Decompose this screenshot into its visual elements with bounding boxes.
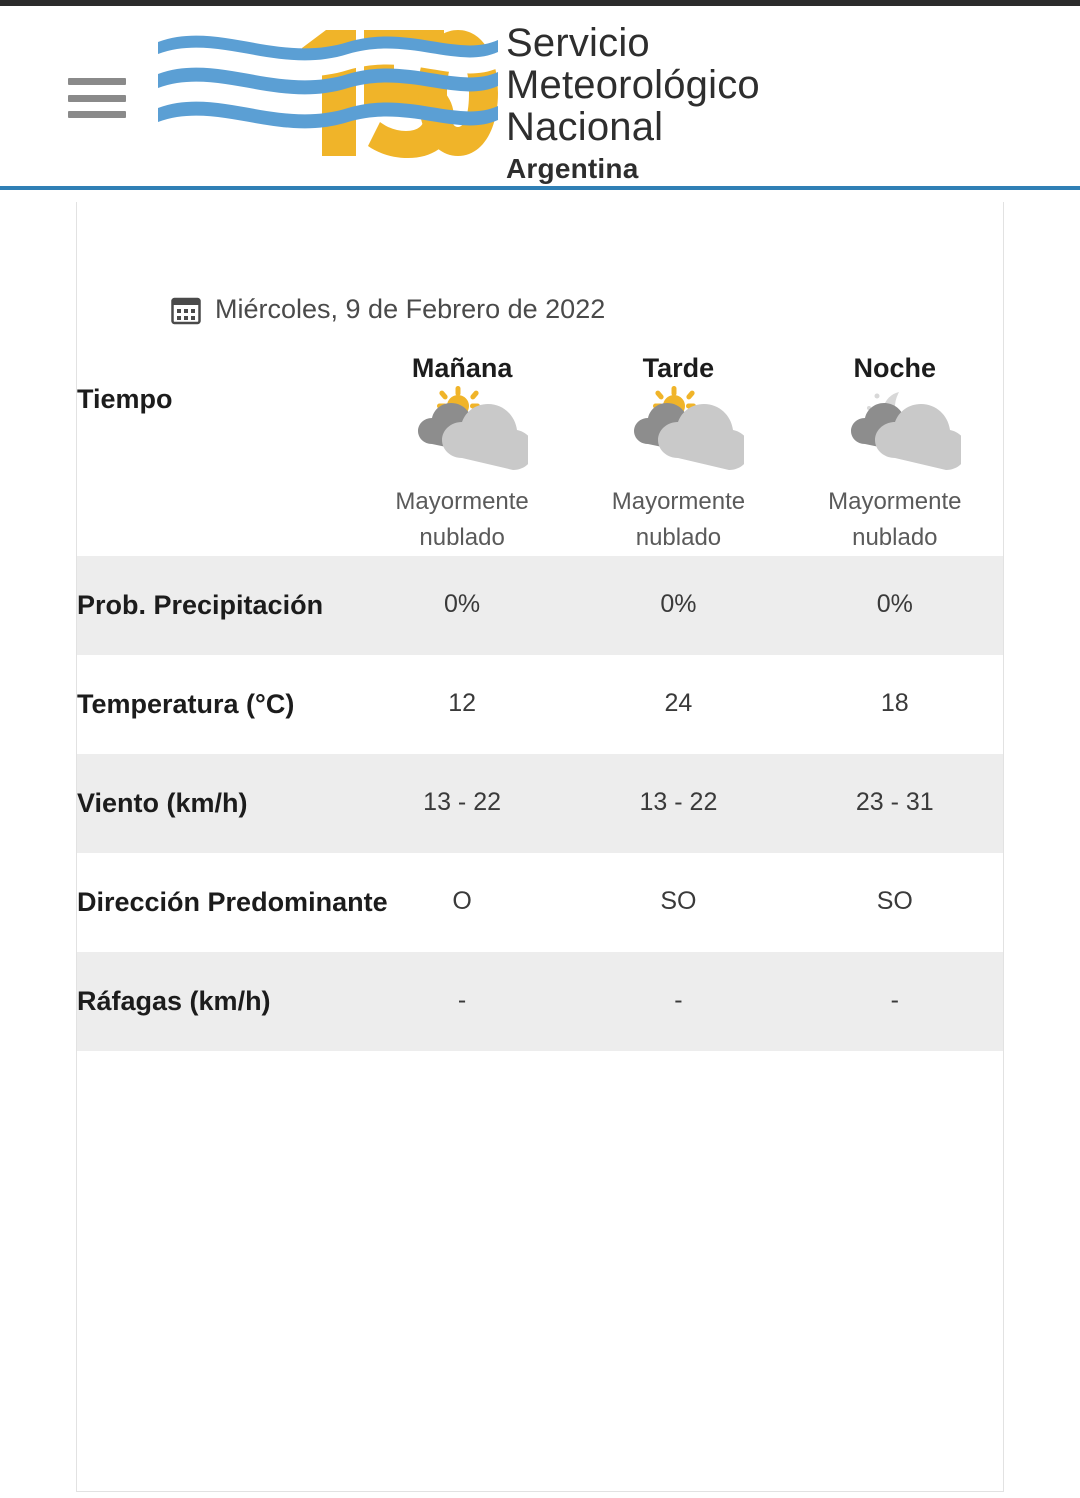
org-name: [506, 12, 760, 183]
viento-morning: 13 - 22: [354, 788, 570, 819]
rafagas-morning: -: [354, 986, 570, 1017]
org-line-2: Meteorológico: [506, 63, 760, 107]
rafagas-afternoon: -: [570, 986, 786, 1017]
weather-text-afternoon: Mayormente nublado: [611, 488, 746, 551]
direccion-night: SO: [876, 887, 913, 915]
hamburger-bar: [68, 111, 126, 118]
site-header: [0, 6, 1080, 190]
spacer-cell: [77, 621, 354, 655]
table-row: [77, 986, 1003, 1017]
row-label-rafagas: Ráfagas (km/h): [77, 986, 354, 1017]
spacer-cell: [787, 556, 1003, 590]
sun-behind-cloud-icon: [396, 384, 528, 470]
table-row-spacer: [77, 918, 1003, 952]
direccion-morning: O: [452, 887, 472, 915]
spacer-cell: [354, 556, 570, 590]
spacer-cell: [77, 1017, 354, 1051]
weather-text-night: Mayormente nublado: [828, 488, 962, 551]
hamburger-bar: [68, 95, 126, 102]
rafagas-night: -: [787, 986, 1003, 1017]
table-row-spacer: [77, 621, 1003, 655]
spacer-cell: [77, 754, 354, 788]
spacer-cell: [787, 754, 1003, 788]
spacer-cell: [77, 720, 354, 754]
spacer-cell: [787, 720, 1003, 754]
sun-behind-cloud-icon: [612, 384, 744, 470]
weather-cell-afternoon: [570, 384, 786, 556]
spacer-cell: [570, 720, 786, 754]
table-row: [77, 590, 1003, 621]
table-row-spacer: [77, 819, 1003, 853]
spacer-cell: [77, 556, 354, 590]
row-label-temperatura: Temperatura (°C): [77, 689, 295, 719]
table-row: [77, 384, 1003, 556]
spacer-cell: [354, 918, 570, 952]
spacer-cell: [570, 556, 786, 590]
row-label-viento: Viento (km/h): [77, 788, 354, 819]
table-row: [77, 887, 1003, 918]
spacer-cell: [787, 952, 1003, 986]
org-line-3: Nacional: [506, 105, 664, 149]
table-row-spacer: [77, 754, 1003, 788]
corner-cell: [77, 353, 354, 384]
forecast-table: [77, 353, 1003, 1051]
spacer-cell: [787, 918, 1003, 952]
spacer-cell: [354, 819, 570, 853]
hamburger-bar: [68, 78, 126, 85]
spacer-cell: [354, 655, 570, 689]
spacer-cell: [354, 720, 570, 754]
spacer-cell: [787, 1017, 1003, 1051]
column-header-afternoon: Tarde: [642, 353, 715, 383]
precip-night: 0%: [787, 590, 1003, 621]
spacer-cell: [787, 621, 1003, 655]
moon-behind-cloud-icon: [829, 384, 961, 470]
org-line-1: Servicio: [506, 21, 650, 65]
table-row-spacer: [77, 853, 1003, 887]
spacer-cell: [354, 952, 570, 986]
table-row-spacer: [77, 1017, 1003, 1051]
hamburger-icon[interactable]: [68, 78, 126, 118]
spacer-cell: [354, 1017, 570, 1051]
temp-morning: 12: [448, 689, 476, 717]
temp-night: 18: [880, 689, 909, 717]
table-row: [77, 788, 1003, 819]
spacer-cell: [570, 754, 786, 788]
spacer-cell: [354, 853, 570, 887]
spacer-cell: [77, 853, 354, 887]
table-header-row: [77, 353, 1003, 384]
logo-150-icon: [158, 12, 498, 172]
brand-lockup[interactable]: [158, 12, 760, 183]
spacer-cell: [570, 853, 786, 887]
spacer-cell: [570, 621, 786, 655]
weather-text-morning: Mayormente nublado: [395, 488, 529, 551]
column-header-night: Noche: [853, 353, 937, 383]
spacer-cell: [570, 1017, 786, 1051]
table-row-spacer: [77, 655, 1003, 689]
spacer-cell: [570, 819, 786, 853]
spacer-cell: [77, 918, 354, 952]
spacer-cell: [787, 655, 1003, 689]
precip-afternoon: 0%: [570, 590, 786, 621]
spacer-cell: [77, 819, 354, 853]
forecast-card: [76, 202, 1004, 1492]
calendar-icon: [171, 295, 201, 325]
spacer-cell: [570, 918, 786, 952]
weather-cell-night: [787, 384, 1003, 556]
direccion-afternoon: SO: [660, 887, 697, 915]
table-row-spacer: [77, 952, 1003, 986]
viento-night: 23 - 31: [787, 788, 1003, 819]
org-line-4: Argentina: [506, 153, 639, 184]
table-row: [77, 689, 1003, 720]
spacer-cell: [77, 952, 354, 986]
spacer-cell: [570, 655, 786, 689]
column-header-morning: Mañana: [411, 353, 513, 383]
spacer-cell: [354, 754, 570, 788]
row-label-direccion: Dirección Predominante: [77, 887, 388, 917]
temp-afternoon: 24: [664, 689, 693, 717]
weather-cell-morning: [354, 384, 570, 556]
spacer-cell: [787, 819, 1003, 853]
precip-morning: 0%: [354, 590, 570, 621]
forecast-date-text: Miércoles, 9 de Febrero de 2022: [215, 294, 606, 324]
row-label-tiempo: Tiempo: [77, 384, 173, 414]
row-label-precipitacion: Prob. Precipitación: [77, 590, 354, 621]
spacer-cell: [787, 853, 1003, 887]
viento-afternoon: 13 - 22: [570, 788, 786, 819]
table-row-spacer: [77, 720, 1003, 754]
spacer-cell: [77, 655, 354, 689]
spacer-cell: [354, 621, 570, 655]
spacer-cell: [570, 952, 786, 986]
table-row-spacer: [77, 556, 1003, 590]
forecast-date: [171, 294, 1003, 325]
